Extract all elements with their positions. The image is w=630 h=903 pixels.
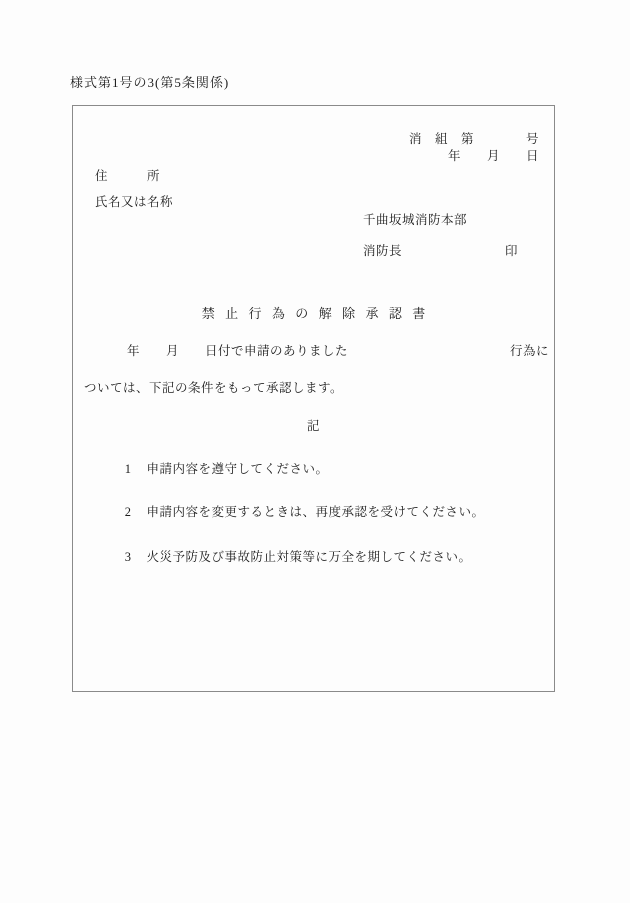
- form-code-label: 様式第1号の3(第5条関係): [70, 75, 230, 90]
- condition-item-number: 1: [124, 462, 132, 476]
- document-title: 禁止行為の解除承認書: [201, 306, 436, 321]
- issue-date-line: 年 月 日: [447, 149, 539, 163]
- condition-item: [103, 447, 329, 492]
- document-border-box: [72, 105, 555, 692]
- seal-mark: 印: [505, 244, 519, 258]
- name-or-title-label: 氏名又は名称: [95, 195, 174, 209]
- fire-department-name: 千曲坂城消防本部: [363, 213, 468, 227]
- condition-item-text: 申請内容を変更するときは、再度承認を受けてください。: [146, 505, 485, 519]
- application-date-line: 年 月 日付で申請のありました: [127, 344, 349, 358]
- note-heading: 記: [306, 419, 320, 433]
- condition-item-text: 火災予防及び事故防止対策等に万全を期してください。: [146, 550, 472, 564]
- condition-item-text: 申請内容を遵守してください。: [146, 462, 329, 476]
- approval-statement: ついては、下記の条件をもって承認します。: [84, 381, 344, 395]
- condition-item: [103, 535, 472, 580]
- condition-item-number: 3: [124, 550, 132, 564]
- fire-chief-label: 消防長: [363, 244, 403, 258]
- doc-number-line: 消 組 第 号: [408, 132, 539, 146]
- condition-item-number: 2: [124, 505, 132, 519]
- condition-item: [103, 490, 485, 535]
- address-label: 住 所: [95, 169, 161, 183]
- application-act-suffix: 行為に: [509, 344, 549, 358]
